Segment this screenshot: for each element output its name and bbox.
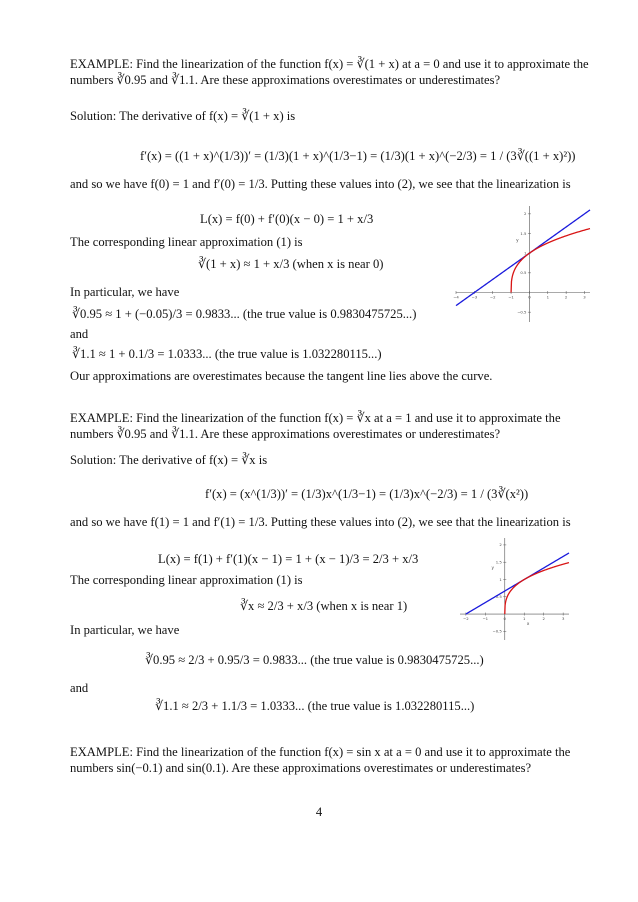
x-tick-label: −1 <box>482 616 489 622</box>
y-tick-label: 2 <box>499 542 502 548</box>
series-line-1 <box>505 563 569 614</box>
y-tick-label: 1 <box>499 576 502 582</box>
example2-linearization: L(x) = f(1) + f′(1)(x − 1) = 1 + (x − 1)/3 = 2/3 + x/3 <box>158 552 419 566</box>
example2-approx-intro: The corresponding linear approximation (1) is <box>70 573 303 587</box>
x-tick-label: 1 <box>523 616 526 622</box>
x-tick-label: −3 <box>471 294 478 300</box>
y-axis-label: y <box>491 565 495 571</box>
x-tick-label: 1 <box>546 294 549 300</box>
example2-calc2: ∛1.1 ≈ 2/3 + 1.1/3 = 1.0333... (the true value is 1.032280115...) <box>155 699 475 713</box>
y-tick-label: 1 <box>524 250 527 256</box>
example1-derivative: f′(x) = ((1 + x)^(1/3))′ = (1/3)(1 + x)^(1/3−1) = (1/3)(1 + x)^(−2/3) = 1 / (3∛((1 + x)²)) <box>140 149 576 163</box>
example1-conclusion: Our approximations are overestimates because the tangent line lies above the curve. <box>70 369 493 383</box>
example2-values-text: and so we have f(1) = 1 and f′(1) = 1/3. Putting these values into (2), we see that the linearization is <box>70 515 571 529</box>
example1-problem-text: EXAMPLE: Find the linearization of the function f(x) = ∛(1 + x) at a = 0 and use it to approximate the numbers ∛0.95 and ∛1.1. Are these approximations overestimates or underestimates? <box>70 57 589 87</box>
example2-calc1: ∛0.95 ≈ 2/3 + 0.95/3 = 0.9833... (the true value is 0.9830475725...) <box>145 653 484 667</box>
y-tick-label: 0.5 <box>520 270 527 276</box>
example1-and: and <box>70 327 89 341</box>
x-tick-label: 3 <box>561 616 565 622</box>
example1-approximation: ∛(1 + x) ≈ 1 + x/3 (when x is near 0) <box>198 257 384 271</box>
example2-graph <box>452 530 577 648</box>
example3-problem: EXAMPLE: Find the linearization of the function f(x) = sin x at a = 0 and use it to approximate the numbers sin(−0.1) and sin(0.1). Are these approximations overestimates or underestimates? <box>70 745 571 775</box>
example1-particular: In particular, we have <box>70 285 180 299</box>
x-tick-label: −1 <box>508 294 514 300</box>
y-tick-label: 2 <box>524 211 527 217</box>
example1-approx-intro: The corresponding linear approximation (1) is <box>70 235 303 249</box>
x-axis-label: x <box>526 621 530 627</box>
y-tick-label: 1.5 <box>520 230 527 236</box>
page-number: 4 <box>315 805 323 819</box>
example1-calc1: ∛0.95 ≈ 1 + (−0.05)/3 = 0.9833... (the true value is 0.9830475725...) <box>72 307 417 321</box>
y-tick-label: 0.5 <box>495 594 502 600</box>
example2-derivative: f′(x) = (x^(1/3))′ = (1/3)x^(1/3−1) = (1/3)x^(−2/3) = 1 / (3∛(x²)) <box>205 487 529 501</box>
y-tick-label: 1.5 <box>495 559 502 565</box>
x-tick-label: −2 <box>463 616 469 622</box>
example2-and: and <box>70 681 89 695</box>
x-tick-label: 2 <box>542 616 545 622</box>
y-axis-label: y <box>516 237 519 243</box>
example2-problem: EXAMPLE: Find the linearization of the function f(x) = ∛x at a = 1 and use it to approximate the numbers ∛0.95 and ∛1.1. Are these approximations overestimates or underestimates? <box>70 411 561 441</box>
x-tick-label: −2 <box>489 294 496 300</box>
example2-approximation: ∛x ≈ 2/3 + x/3 (when x is near 1) <box>240 599 408 613</box>
x-tick-label: 0 <box>528 294 531 300</box>
example1-graph <box>448 198 598 330</box>
example1-solution-intro: Solution: The derivative of f(x) = ∛(1 + x) is <box>70 109 296 123</box>
x-tick-label: 0 <box>503 616 506 622</box>
example2-particular: In particular, we have <box>70 623 180 637</box>
example1-values-text: and so we have f(0) = 1 and f′(0) = 1/3. Putting these values into (2), we see that the linearization is <box>70 177 571 191</box>
example1-linearization: L(x) = f(0) + f′(0)(x − 0) = 1 + x/3 <box>200 212 374 226</box>
example2-solution-intro: Solution: The derivative of f(x) = ∛x is <box>70 453 268 467</box>
y-tick-label: −0.5 <box>517 309 527 315</box>
x-tick-label: 2 <box>564 294 568 300</box>
x-tick-label: 3 <box>583 294 586 300</box>
example1-problem <box>70 56 590 88</box>
example1-calc2: ∛1.1 ≈ 1 + 0.1/3 = 1.0333... (the true value is 1.032280115...) <box>72 347 382 361</box>
y-tick-label: −0.5 <box>492 628 502 634</box>
x-tick-label: −4 <box>453 294 459 300</box>
